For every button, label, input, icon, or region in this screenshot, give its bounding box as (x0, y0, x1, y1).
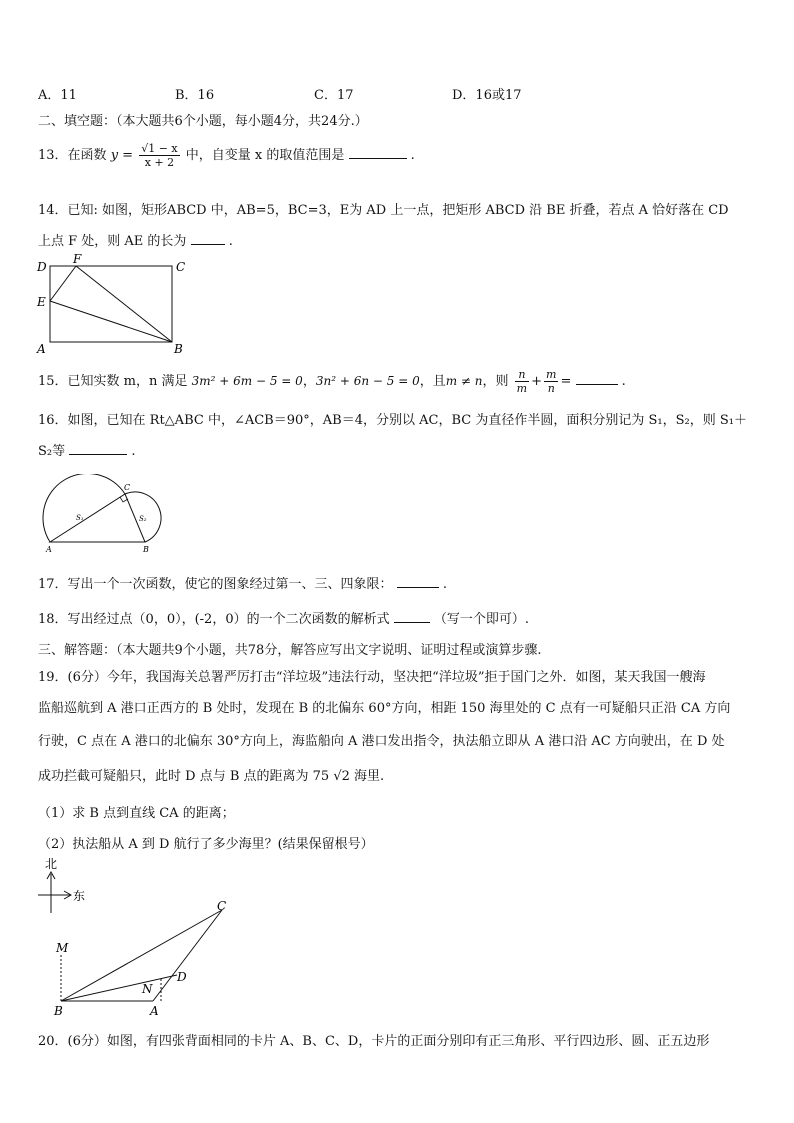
segment-bd (61, 975, 177, 1001)
section-heading-fill-in: 二、填空题：（本大题共6个小题，每小题4分，共24分.） (38, 114, 368, 129)
rectangle-abcd (50, 266, 172, 342)
question-13 (38, 142, 415, 169)
q15-fraction-m-over-n (544, 368, 558, 395)
q15-equals: = (560, 374, 572, 389)
triangle-abc (50, 494, 145, 542)
q15-end: . (621, 374, 626, 389)
segment-eb (50, 301, 172, 342)
q13-end: . (410, 148, 415, 163)
q19-line4-text: 成功拦截可疑船只，此时 D 点与 B 点的距离为 75 (38, 769, 330, 784)
question-18 (38, 608, 529, 627)
segment-ef (50, 266, 76, 301)
option-d: D．16或17 (452, 88, 522, 103)
q15-prefix: 15．已知实数 m，n 满足 (38, 374, 188, 389)
question-19-line4 (38, 765, 384, 784)
option-c: C．17 (314, 88, 354, 103)
q18-end: （写一个即可）. (433, 612, 530, 627)
q15-then: ，则 (482, 374, 509, 389)
label-east: 东 (73, 889, 86, 903)
q15-frac2-den: n (547, 382, 555, 395)
q15-frac1-den: m (516, 382, 528, 395)
q15-mid: ，且 (419, 374, 446, 389)
label-s1: S₁ (76, 514, 84, 522)
label-b: B (174, 342, 183, 356)
q13-answer-blank[interactable] (349, 146, 407, 159)
question-14-line2 (38, 230, 233, 249)
q15-frac1-num: n (515, 368, 529, 382)
q15-equation-2: 3n² + 6n − 5 = 0 (315, 374, 420, 388)
question-16-line1: 16．如图，已知在 Rt△ABC 中，∠ACB＝90°，AB＝4，分别以 AC，BC 为直径作半圆，面积分别记为 S₁，S₂，则 S₁＋ (38, 413, 747, 428)
q16-end: . (131, 444, 136, 459)
semicircle-ac (43, 474, 125, 542)
q13-prefix: 13．在函数 (38, 148, 107, 163)
label-a: A (37, 342, 46, 356)
label-c: C (176, 260, 186, 274)
q13-denominator: x + 2 (144, 156, 175, 169)
question-15 (38, 368, 626, 395)
q15-separator: ， (302, 374, 316, 389)
q14-end: . (228, 234, 233, 249)
question-19-line2: 监船巡航到 A 港口正西方的 B 处时，发现在 B 的北偏东 60°方向，相距 150 海里处的 C 点有一可疑船只正沿 CA 方向 (38, 701, 731, 716)
q16-text: S₂等 (38, 444, 66, 459)
option-b: B．16 (175, 88, 215, 103)
question-16-line2 (38, 440, 136, 459)
q17-end: . (442, 577, 447, 592)
q19-navigation-figure (34, 855, 244, 1020)
question-19-line1: 19．(6分）今年，我国海关总署严厉打击“洋垃圾”违法行动，坚决把“洋垃圾”拒于国门之外．如图，某天我国一艘海 (38, 670, 706, 685)
segment-fb (76, 266, 172, 342)
q18-answer-blank[interactable] (394, 610, 430, 623)
label-f: F (73, 252, 82, 266)
q16-semicircle-figure (40, 474, 175, 556)
question-19-line3: 行驶，C 点在 A 港口的北偏东 30°方向上，海监船向 A 港口发出指令，执法船立即从 A 港口沿 AC 方向驶出，在 D 处 (38, 734, 725, 749)
q14-answer-blank[interactable] (191, 232, 225, 245)
q15-plus: + (531, 374, 543, 389)
q16-answer-blank[interactable] (69, 442, 127, 455)
label-a: A (46, 545, 52, 554)
q19-line4-end: 海里. (354, 769, 385, 784)
question-17 (38, 573, 447, 592)
q17-answer-blank[interactable] (397, 575, 439, 588)
q18-text: 18．写出经过点（0，0），(-2，0）的一个二次函数的解析式 (38, 612, 390, 627)
q14-text: 上点 F 处，则 AE 的长为 (38, 234, 187, 249)
label-d: D (37, 260, 47, 274)
label-north: 北 (45, 857, 58, 871)
q13-y: y = (110, 148, 134, 163)
label-a: A (150, 1004, 159, 1018)
q17-text: 17．写出一个一次函数，使它的图象经过第一、三、四象限： (38, 577, 393, 592)
question-20-line1: 20．(6分）如图，有四张背面相同的卡片 A、B、C、D，卡片的正面分别印有正三角形、平行四边形、圆、正五边形 (38, 1034, 710, 1049)
label-n: N (142, 982, 153, 996)
q13-numerator: √1 − x (141, 142, 178, 155)
q13-fraction (139, 142, 179, 169)
q15-condition: m ≠ n (445, 374, 483, 388)
q14-rectangle-figure (34, 252, 194, 356)
question-19-sub1: （1）求 B 点到直线 CA 的距离； (38, 806, 235, 821)
label-e: E (37, 295, 46, 309)
segment-ac (153, 910, 222, 1001)
section-heading-solutions: 三、解答题：（本大题共9个小题，共78分，解答应写出文字说明、证明过程或演算步骤. (38, 643, 542, 658)
q13-text: 中，自变量 x 的取值范围是 (185, 148, 345, 163)
label-m: M (56, 941, 69, 955)
label-s2: S₂ (139, 515, 147, 523)
q15-answer-blank[interactable] (576, 372, 618, 385)
question-19-sub2: （2）执法船从 A 到 D 航行了多少海里？(结果保留根号） (38, 837, 374, 852)
label-c: C (217, 899, 227, 913)
label-b: B (54, 1004, 63, 1018)
label-d: D (177, 970, 187, 984)
q15-equation-1: 3m² + 6m − 5 = 0 (191, 374, 303, 388)
q15-frac2-num: m (546, 368, 557, 381)
label-b: B (143, 545, 149, 554)
q19-sqrt: √2 (333, 769, 350, 784)
label-c: C (124, 483, 131, 492)
question-14-line1: 14．已知: 如图，矩形ABCD 中，AB=5，BC=3，E为 AD 上一点，把矩形 ABCD 沿 BE 折叠，若点 A 恰好落在 CD (38, 203, 729, 218)
q15-fraction-n-over-m (515, 368, 529, 395)
option-a: A．11 (38, 88, 77, 103)
